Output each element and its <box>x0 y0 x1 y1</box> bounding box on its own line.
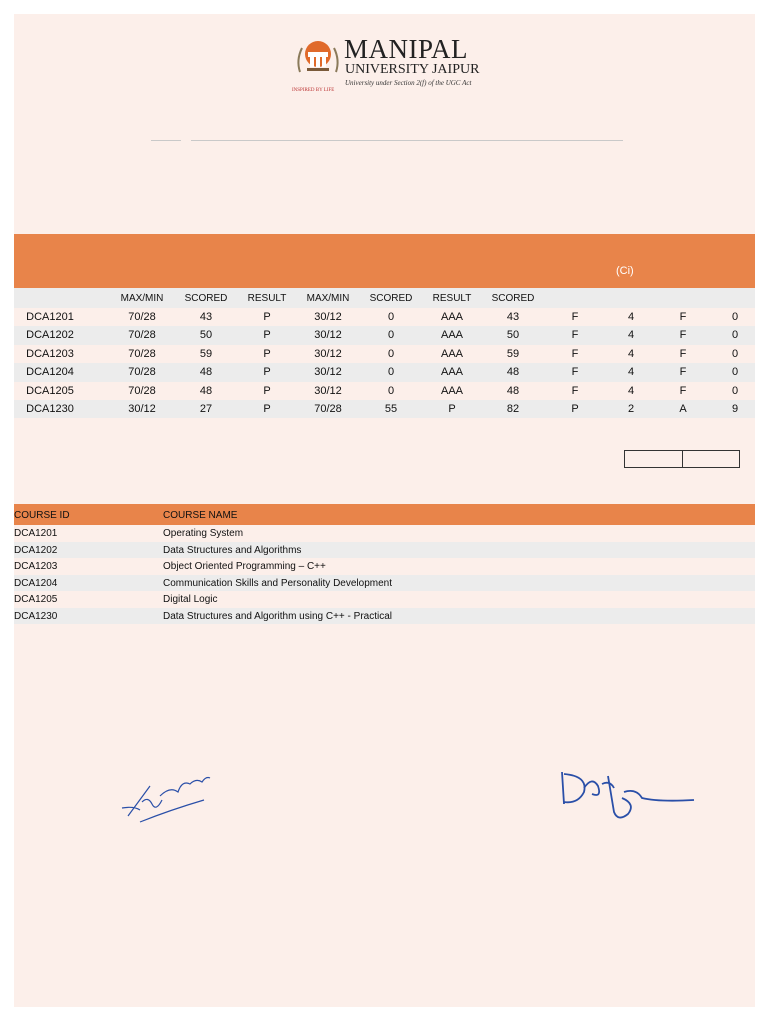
course-name-cell: Data Structures and Algorithm using C++ - Practical <box>163 610 392 622</box>
column-header: SCORED <box>369 293 413 304</box>
external-max-min-cell: 30/12 <box>314 329 342 342</box>
total-scored-cell: 43 <box>506 311 520 323</box>
external-max-min-cell: 30/12 <box>314 347 342 360</box>
results-header-band <box>14 234 755 288</box>
external-max-min-cell: 30/12 <box>314 366 342 379</box>
total-scored-cell: 48 <box>506 366 520 379</box>
grade-cell: F <box>679 329 687 342</box>
overall-result-cell: P <box>571 402 579 415</box>
signature-right <box>558 762 700 824</box>
grade-points-cell: 0 <box>731 347 739 360</box>
course-name-cell: Data Structures and Algorithms <box>163 544 302 556</box>
course-name-cell: Object Oriented Programming – C++ <box>163 561 326 572</box>
internal-max-min-cell: 70/28 <box>128 347 156 360</box>
external-max-min-cell: 30/12 <box>314 384 342 397</box>
internal-scored-cell: 48 <box>199 366 213 379</box>
result-row <box>14 308 755 326</box>
result-row <box>14 326 755 344</box>
internal-result-cell: P <box>263 347 271 360</box>
result-row <box>14 382 755 400</box>
course-id-cell: DCA1230 <box>14 610 58 622</box>
course-id-cell: DCA1203 <box>14 561 58 572</box>
external-scored-cell: 0 <box>387 366 395 379</box>
course-name-header: COURSE NAME <box>163 510 238 521</box>
external-result-cell: AAA <box>440 329 464 342</box>
course-id-cell: DCA1202 <box>14 544 58 556</box>
overall-result-cell: F <box>571 384 579 397</box>
total-scored-cell: 50 <box>506 329 520 342</box>
external-scored-cell: 0 <box>387 329 395 342</box>
course-row <box>14 525 755 542</box>
internal-scored-cell: 50 <box>199 329 213 342</box>
course-name-cell: Digital Logic <box>163 594 218 605</box>
internal-max-min-cell: 30/12 <box>128 402 156 415</box>
course-row <box>14 558 755 575</box>
grade-cell: F <box>679 347 687 360</box>
internal-result-cell: P <box>263 311 271 323</box>
credits-label: (Ci) <box>616 265 634 277</box>
course-table-body <box>14 525 755 624</box>
internal-max-min-cell: 70/28 <box>128 311 156 323</box>
course-id-cell: DCA1204 <box>26 366 74 379</box>
result-row <box>14 345 755 363</box>
course-id-cell: DCA1201 <box>14 528 58 539</box>
grade-points-cell: 0 <box>731 311 739 323</box>
credits-cell: 4 <box>627 366 635 379</box>
grade-cell: F <box>679 384 687 397</box>
logo-name: MANIPAL <box>344 34 469 64</box>
course-row <box>14 575 755 592</box>
credits-cell: 4 <box>627 347 635 360</box>
overall-result-cell: F <box>571 329 579 342</box>
university-logo <box>292 32 492 102</box>
course-id-header: COURSE ID <box>14 510 70 521</box>
grade-points-cell: 9 <box>731 402 739 415</box>
external-result-cell: AAA <box>440 366 464 379</box>
course-row <box>14 608 755 625</box>
grade-cell: F <box>679 366 687 379</box>
internal-result-cell: P <box>263 366 271 379</box>
divider <box>151 140 181 141</box>
column-header: SCORED <box>184 293 228 304</box>
summary-box <box>624 450 740 468</box>
external-max-min-cell: 70/28 <box>314 402 342 415</box>
university-emblem-icon <box>292 32 344 88</box>
column-header: RESULT <box>247 293 287 304</box>
internal-scored-cell: 27 <box>199 402 213 415</box>
external-max-min-cell: 30/12 <box>314 311 342 323</box>
course-id-cell: DCA1230 <box>26 402 74 415</box>
course-id-cell: DCA1202 <box>26 329 74 342</box>
external-result-cell: AAA <box>440 347 464 360</box>
grade-sheet <box>14 14 755 1007</box>
internal-scored-cell: 59 <box>199 347 213 360</box>
external-result-cell: AAA <box>440 311 464 323</box>
internal-max-min-cell: 70/28 <box>128 366 156 379</box>
total-scored-cell: 48 <box>506 384 520 397</box>
external-scored-cell: 0 <box>387 347 395 360</box>
grade-points-cell: 0 <box>731 366 739 379</box>
credits-cell: 2 <box>627 402 635 415</box>
signature-left <box>110 756 216 826</box>
total-scored-cell: 82 <box>506 402 520 415</box>
results-subheader-row <box>14 288 755 308</box>
total-scored-cell: 59 <box>506 347 520 360</box>
result-row <box>14 400 755 418</box>
credits-cell: 4 <box>627 384 635 397</box>
results-table-body <box>14 308 755 418</box>
external-result-cell: AAA <box>440 384 464 397</box>
internal-result-cell: P <box>263 384 271 397</box>
course-name-cell: Communication Skills and Personality Development <box>163 577 392 589</box>
internal-scored-cell: 48 <box>199 384 213 397</box>
course-row <box>14 591 755 608</box>
internal-scored-cell: 43 <box>199 311 213 323</box>
external-result-cell: P <box>448 402 456 415</box>
course-id-cell: DCA1205 <box>26 384 74 397</box>
logo-tagline: University under Section 2(f) of the UGC Act <box>345 79 472 87</box>
course-id-cell: DCA1204 <box>14 577 58 589</box>
course-name-cell: Operating System <box>163 528 244 539</box>
course-id-cell: DCA1203 <box>26 347 74 360</box>
overall-result-cell: F <box>571 366 579 379</box>
external-scored-cell: 0 <box>387 384 395 397</box>
column-header: MAX/MIN <box>120 293 164 304</box>
column-header: MAX/MIN <box>306 293 350 304</box>
external-scored-cell: 55 <box>384 402 398 415</box>
column-header: RESULT <box>432 293 472 304</box>
grade-cell: A <box>679 402 687 415</box>
internal-max-min-cell: 70/28 <box>128 384 156 397</box>
course-row <box>14 542 755 559</box>
column-header: SCORED <box>491 293 535 304</box>
credits-cell: 4 <box>627 329 635 342</box>
external-scored-cell: 0 <box>387 311 395 323</box>
grade-cell: F <box>679 311 687 323</box>
internal-result-cell: P <box>263 329 271 342</box>
overall-result-cell: F <box>571 347 579 360</box>
course-id-cell: DCA1205 <box>14 594 58 605</box>
grade-points-cell: 0 <box>731 329 739 342</box>
course-id-cell: DCA1201 <box>26 311 74 323</box>
logo-subtitle: UNIVERSITY JAIPUR <box>345 62 480 77</box>
divider <box>191 140 623 141</box>
result-row <box>14 363 755 381</box>
grade-points-cell: 0 <box>731 384 739 397</box>
overall-result-cell: F <box>571 311 579 323</box>
credits-cell: 4 <box>627 311 635 323</box>
internal-max-min-cell: 70/28 <box>128 329 156 342</box>
internal-result-cell: P <box>263 402 271 415</box>
logo-motto: INSPIRED BY LIFE <box>292 88 335 93</box>
course-table-header <box>14 504 755 525</box>
